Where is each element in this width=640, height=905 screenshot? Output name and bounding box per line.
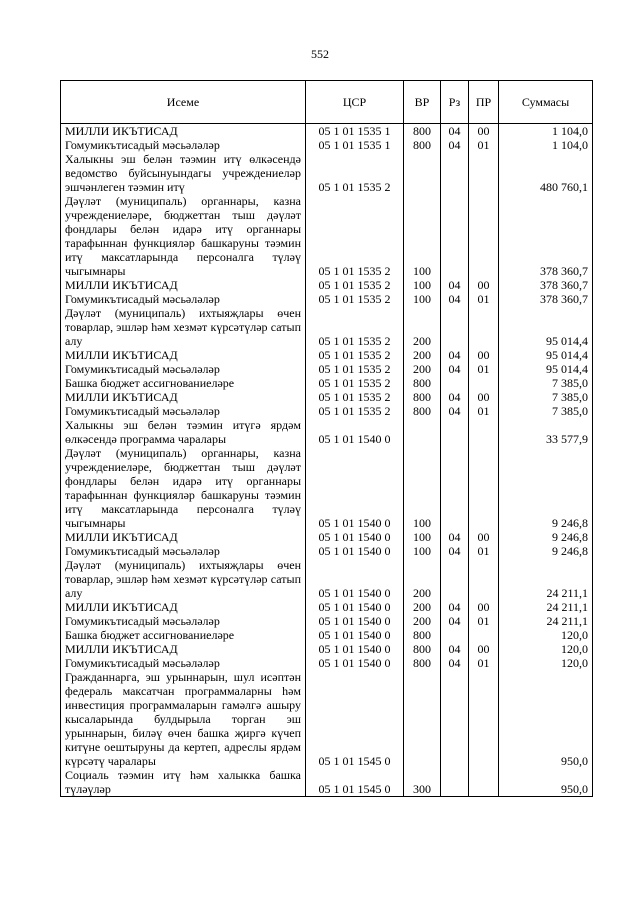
row-rz: [441, 306, 469, 348]
row-sum: 120,0: [499, 628, 593, 642]
table-row: [61, 306, 593, 348]
row-csr: 05 1 01 1535 2: [306, 278, 404, 292]
row-sum: 7 385,0: [499, 404, 593, 418]
row-name: МИЛЛИ ИКЪТИСАД: [61, 390, 306, 404]
row-rz: [441, 152, 469, 194]
row-vr: 200: [404, 614, 441, 628]
row-pr: 01: [469, 138, 499, 152]
row-sum: 378 360,7: [499, 278, 593, 292]
row-vr: 100: [404, 194, 441, 278]
table-row: [61, 404, 593, 418]
row-csr: 05 1 01 1535 2: [306, 390, 404, 404]
header-sum: Суммасы: [499, 81, 593, 124]
table-row: [61, 138, 593, 152]
row-sum: 950,0: [499, 768, 593, 797]
table-row: [61, 362, 593, 376]
row-vr: 100: [404, 292, 441, 306]
row-pr: [469, 418, 499, 446]
row-rz: 04: [441, 278, 469, 292]
row-sum: 24 211,1: [499, 600, 593, 614]
row-pr: 00: [469, 278, 499, 292]
table-row: [61, 278, 593, 292]
row-pr: 01: [469, 656, 499, 670]
row-name: Халыкны эш белән тәэмин итү өлкәсендә ведомство буйсынуындагы учреждениеләр эшчәнлеген тәэмин итү: [61, 152, 306, 194]
row-pr: [469, 194, 499, 278]
table-row: [61, 670, 593, 768]
row-vr: 200: [404, 600, 441, 614]
row-csr: 05 1 01 1545 0: [306, 670, 404, 768]
row-vr: 800: [404, 124, 441, 139]
table-row: [61, 628, 593, 642]
row-name: МИЛЛИ ИКЪТИСАД: [61, 642, 306, 656]
row-rz: [441, 194, 469, 278]
row-sum: 24 211,1: [499, 558, 593, 600]
row-vr: [404, 152, 441, 194]
table-row: [61, 558, 593, 600]
row-pr: 00: [469, 124, 499, 139]
row-rz: 04: [441, 348, 469, 362]
table-header-row: [61, 81, 593, 124]
row-name: МИЛЛИ ИКЪТИСАД: [61, 278, 306, 292]
row-rz: 04: [441, 404, 469, 418]
row-rz: 04: [441, 292, 469, 306]
row-pr: 01: [469, 404, 499, 418]
row-rz: 04: [441, 138, 469, 152]
row-rz: [441, 670, 469, 768]
row-sum: 95 014,4: [499, 348, 593, 362]
row-sum: 7 385,0: [499, 390, 593, 404]
row-pr: 01: [469, 362, 499, 376]
row-rz: [441, 558, 469, 600]
row-csr: 05 1 01 1540 0: [306, 656, 404, 670]
row-pr: 01: [469, 614, 499, 628]
header-csr: ЦСР: [306, 81, 404, 124]
row-rz: [441, 376, 469, 390]
row-csr: 05 1 01 1540 0: [306, 544, 404, 558]
table-row: [61, 348, 593, 362]
row-sum: 120,0: [499, 656, 593, 670]
header-rz: Рз: [441, 81, 469, 124]
row-csr: 05 1 01 1535 2: [306, 404, 404, 418]
row-vr: 800: [404, 138, 441, 152]
row-vr: 800: [404, 376, 441, 390]
row-sum: 950,0: [499, 670, 593, 768]
row-pr: 00: [469, 348, 499, 362]
row-rz: [441, 628, 469, 642]
page-number: 552: [311, 47, 329, 61]
row-vr: 100: [404, 544, 441, 558]
row-sum: 95 014,4: [499, 362, 593, 376]
row-sum: 9 246,8: [499, 530, 593, 544]
row-vr: 200: [404, 362, 441, 376]
row-name: Дәүләт (муниципаль) органнары, казна учреждениеләре, бюджеттан тыш дәүләт фондлары белән идарә итү органнары тарафыннан функцияләр башкаруны тәэмин итү максатларында персоналга түләү чыгымнары: [61, 446, 306, 530]
row-name: Гражданнарга, эш урыннарын, шул исәптән федераль максатчан программаларны һәм инвестиция программаларын гамәлгә ашыру кысаларында булдырыла торган эш урыннарын, биләү өчен башка җиргә күчеп китүне оештыруны да кертеп, адреслы ярдәм күрсәтү чаралары: [61, 670, 306, 768]
row-pr: [469, 628, 499, 642]
table-row: [61, 446, 593, 530]
row-pr: 00: [469, 642, 499, 656]
row-csr: 05 1 01 1540 0: [306, 530, 404, 544]
row-rz: 04: [441, 390, 469, 404]
table-row: [61, 292, 593, 306]
row-rz: 04: [441, 544, 469, 558]
table-row: [61, 418, 593, 446]
budget-table: [60, 80, 593, 797]
row-sum: 95 014,4: [499, 306, 593, 348]
row-vr: 800: [404, 404, 441, 418]
table-row: [61, 152, 593, 194]
row-vr: 200: [404, 558, 441, 600]
row-vr: 800: [404, 390, 441, 404]
row-vr: 800: [404, 642, 441, 656]
row-name: Гомумикътисадый мәсьәләләр: [61, 544, 306, 558]
row-csr: 05 1 01 1535 2: [306, 306, 404, 348]
row-name: Гомумикътисадый мәсьәләләр: [61, 656, 306, 670]
row-rz: 04: [441, 362, 469, 376]
row-pr: 01: [469, 292, 499, 306]
row-vr: 100: [404, 278, 441, 292]
row-name: Дәүләт (муниципаль) органнары, казна учреждениеләре, бюджеттан тыш дәүләт фондлары белән идарә итү органнары тарафыннан функцияләр башкаруны тәэмин итү максатларында персоналга түләү чыгымнары: [61, 194, 306, 278]
row-csr: 05 1 01 1540 0: [306, 418, 404, 446]
row-csr: 05 1 01 1535 2: [306, 152, 404, 194]
row-name: Башка бюджет ассигнованиеләре: [61, 628, 306, 642]
row-name: Халыкны эш белән тәэмин итүгә ярдәм өлкәсендә программа чаралары: [61, 418, 306, 446]
row-vr: 200: [404, 306, 441, 348]
row-csr: 05 1 01 1540 0: [306, 628, 404, 642]
row-csr: 05 1 01 1540 0: [306, 558, 404, 600]
row-pr: [469, 670, 499, 768]
row-csr: 05 1 01 1545 0: [306, 768, 404, 797]
row-name: Социаль тәэмин итү һәм халыкка башка түләүләр: [61, 768, 306, 797]
row-sum: 33 577,9: [499, 418, 593, 446]
row-vr: [404, 670, 441, 768]
row-name: Гомумикътисадый мәсьәләләр: [61, 362, 306, 376]
row-csr: 05 1 01 1535 1: [306, 138, 404, 152]
table-row: [61, 544, 593, 558]
row-sum: 1 104,0: [499, 124, 593, 139]
row-rz: 04: [441, 124, 469, 139]
table-row: [61, 656, 593, 670]
row-csr: 05 1 01 1535 2: [306, 362, 404, 376]
row-name: Гомумикътисадый мәсьәләләр: [61, 404, 306, 418]
row-vr: 800: [404, 656, 441, 670]
row-pr: 01: [469, 544, 499, 558]
row-sum: 9 246,8: [499, 446, 593, 530]
row-sum: 24 211,1: [499, 614, 593, 628]
row-pr: [469, 306, 499, 348]
row-csr: 05 1 01 1540 0: [306, 446, 404, 530]
row-rz: [441, 418, 469, 446]
row-sum: 378 360,7: [499, 194, 593, 278]
row-vr: 800: [404, 628, 441, 642]
row-name: МИЛЛИ ИКЪТИСАД: [61, 124, 306, 139]
row-pr: 00: [469, 600, 499, 614]
row-csr: 05 1 01 1535 1: [306, 124, 404, 139]
row-vr: 300: [404, 768, 441, 797]
row-rz: 04: [441, 642, 469, 656]
row-sum: 378 360,7: [499, 292, 593, 306]
row-vr: 100: [404, 530, 441, 544]
header-pr: ПР: [469, 81, 499, 124]
row-csr: 05 1 01 1540 0: [306, 642, 404, 656]
table-row: [61, 376, 593, 390]
table-row: [61, 600, 593, 614]
row-sum: 480 760,1: [499, 152, 593, 194]
row-name: МИЛЛИ ИКЪТИСАД: [61, 348, 306, 362]
row-name: МИЛЛИ ИКЪТИСАД: [61, 530, 306, 544]
header-name: Исеме: [61, 81, 306, 124]
row-csr: 05 1 01 1540 0: [306, 614, 404, 628]
row-vr: [404, 418, 441, 446]
row-vr: 200: [404, 348, 441, 362]
row-name: Дәүләт (муниципаль) ихтыяҗлары өчен товарлар, эшләр һәм хезмәт күрсәтүләр сатып алу: [61, 306, 306, 348]
row-name: Дәүләт (муниципаль) ихтыяҗлары өчен товарлар, эшләр һәм хезмәт күрсәтүләр сатып алу: [61, 558, 306, 600]
table-row: [61, 614, 593, 628]
row-vr: 100: [404, 446, 441, 530]
row-csr: 05 1 01 1535 2: [306, 292, 404, 306]
row-pr: [469, 152, 499, 194]
row-rz: [441, 446, 469, 530]
row-sum: 9 246,8: [499, 544, 593, 558]
row-name: МИЛЛИ ИКЪТИСАД: [61, 600, 306, 614]
row-sum: 120,0: [499, 642, 593, 656]
row-rz: 04: [441, 614, 469, 628]
row-pr: 00: [469, 390, 499, 404]
row-csr: 05 1 01 1540 0: [306, 600, 404, 614]
row-sum: 1 104,0: [499, 138, 593, 152]
table-row: [61, 768, 593, 797]
row-csr: 05 1 01 1535 2: [306, 376, 404, 390]
row-rz: 04: [441, 530, 469, 544]
row-pr: [469, 376, 499, 390]
row-name: Гомумикътисадый мәсьәләләр: [61, 292, 306, 306]
table-body: [61, 124, 593, 797]
row-rz: 04: [441, 600, 469, 614]
row-csr: 05 1 01 1535 2: [306, 194, 404, 278]
row-name: Гомумикътисадый мәсьәләләр: [61, 614, 306, 628]
row-pr: [469, 558, 499, 600]
table-row: [61, 642, 593, 656]
table-row: [61, 194, 593, 278]
row-name: Башка бюджет ассигнованиеләре: [61, 376, 306, 390]
table-row: [61, 530, 593, 544]
table-row: [61, 124, 593, 139]
row-rz: [441, 768, 469, 797]
row-sum: 7 385,0: [499, 376, 593, 390]
row-pr: [469, 446, 499, 530]
row-csr: 05 1 01 1535 2: [306, 348, 404, 362]
table-row: [61, 390, 593, 404]
row-name: Гомумикътисадый мәсьәләләр: [61, 138, 306, 152]
row-pr: 00: [469, 530, 499, 544]
header-vr: ВР: [404, 81, 441, 124]
row-pr: [469, 768, 499, 797]
row-rz: 04: [441, 656, 469, 670]
